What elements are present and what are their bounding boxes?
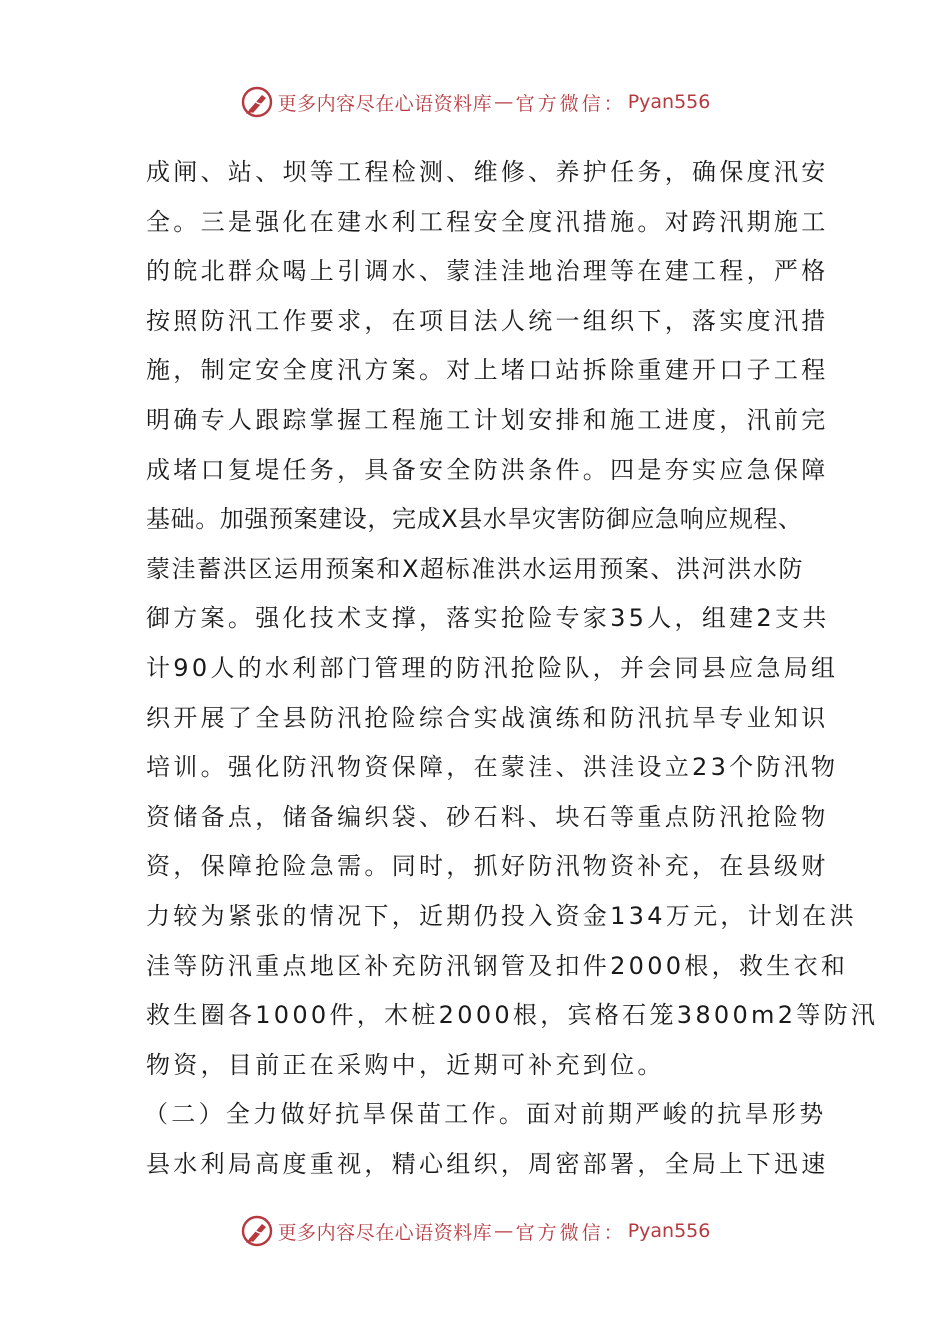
body-line: 基础。加强预案建设，完成X县水旱灾害防御应急响应规程、 (146, 505, 803, 534)
body-line: 明确专人跟踪掌握工程施工计划安排和施工进度，汛前完 (146, 405, 829, 434)
body-line: 按照防汛工作要求，在项目法人统一组织下，落实度汛措 (146, 306, 829, 335)
body-line: 的皖北群众喝上引调水、蒙洼洼地治理等在建工程，严格 (146, 257, 829, 286)
body-line: 蒙洼蓄洪区运用预案和X超标准洪水运用预案、洪河洪水防 (146, 554, 805, 583)
footer-account: Pyan556 (627, 1220, 711, 1242)
body-line: 培训。强化防汛物资保障，在蒙洼、洪洼设立23个防汛物 (146, 753, 839, 782)
pen-logo-icon (240, 85, 274, 119)
body-line: 救生圈各1000件，木桩2000根，宾格石笼3800m2等防汛 (146, 1001, 879, 1030)
body-line: 县水利局高度重视，精心组织，周密部署，全局上下迅速 (146, 1149, 829, 1178)
header-official-label: 官方微信： (515, 92, 626, 115)
footer-banner (0, 1211, 950, 1251)
header-account: Pyan556 (627, 91, 711, 113)
body-line: 全。三是强化在建水利工程安全度汛措施。对跨汛期施工 (146, 207, 829, 236)
body-line: 施，制定安全度汛方案。对上堵口站拆除重建开口子工程 (146, 356, 829, 385)
body-line: 成闸、站、坝等工程检测、维修、养护任务，确保度汛安 (146, 158, 829, 186)
footer-site-text: 更多内容尽在心语资料库 (277, 1221, 493, 1244)
body-line: 物资，目前正在采购中，近期可补充到位。 (146, 1050, 665, 1079)
body-line: 资，保障抢险急需。同时，抓好防汛物资补充，在县级财 (146, 852, 829, 881)
document-body (144, 148, 879, 1189)
header-site-text: 更多内容尽在心语资料库 (277, 92, 493, 115)
body-line: 御方案。强化技术支撑，落实抢险专家35人，组建2支共 (146, 604, 830, 633)
body-line: 资储备点，储备编织袋、砂石料、块石等重点防汛抢险物 (146, 802, 829, 831)
body-line: 成堵口复堤任务，具备安全防洪条件。四是夯实应急保障 (146, 455, 829, 484)
body-line: 洼等防汛重点地区补充防汛钢管及扣件2000根，救生衣和 (146, 951, 849, 980)
pen-logo-icon (240, 1214, 274, 1248)
header-separator: — (494, 91, 514, 113)
header-banner (0, 82, 950, 122)
body-line: 力较为紧张的情况下，近期仍投入资金134万元，计划在洪 (146, 901, 857, 930)
body-line: 织开展了全县防汛抢险综合实战演练和防汛抗旱专业知识 (146, 703, 829, 732)
section-heading-line: （二）全力做好抗旱保苗工作。面对前期严峻的抗旱形势 (144, 1100, 827, 1129)
footer-separator: — (494, 1220, 514, 1242)
footer-official-label: 官方微信： (515, 1221, 626, 1244)
body-line: 计90人的水利部门管理的防汛抢险队，并会同县应急局组 (146, 653, 839, 682)
